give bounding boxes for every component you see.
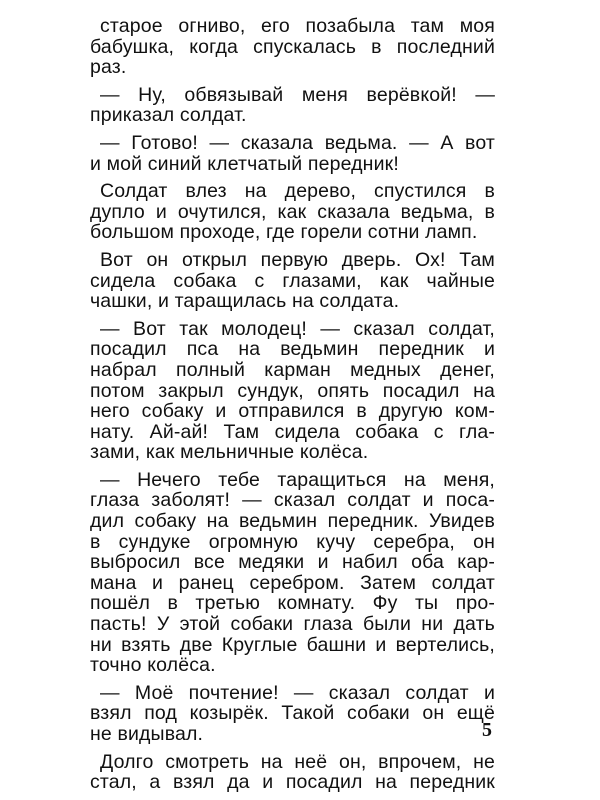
text-line: взял под козырёк. Такой собаки он ещё bbox=[90, 702, 495, 725]
paragraph bbox=[90, 683, 495, 745]
text-line: раз. bbox=[90, 56, 127, 79]
text-line: пасть! У этой собаки глаза были ни дать bbox=[90, 613, 495, 636]
text-line: дил собаку на ведьмин передник. Увидев bbox=[90, 510, 495, 533]
text-line: — Нечего тебе таращиться на меня, bbox=[100, 468, 495, 491]
text-line: точно колёса. bbox=[90, 654, 216, 677]
text-line: нату. Ай-ай! Там сидела собака с гла- bbox=[90, 420, 495, 443]
text-line: и мой синий клетчатый передник! bbox=[90, 152, 399, 175]
text-line: него собаку и отправился в другую ком- bbox=[90, 400, 495, 423]
text-line: чашки, и таращилась на солдата. bbox=[90, 290, 400, 313]
text-line: в сундуке огромную кучу серебра, он bbox=[90, 530, 495, 553]
text-line: не видывал. bbox=[90, 723, 204, 745]
paragraph bbox=[90, 250, 495, 312]
paragraph bbox=[90, 181, 495, 243]
paragraph bbox=[90, 16, 495, 78]
text-body bbox=[90, 16, 495, 793]
text-line: Вот он открыл первую дверь. Ох! Там bbox=[100, 248, 495, 271]
text-line: бабушка, когда спускалась в последний bbox=[90, 35, 495, 58]
page-text bbox=[90, 16, 495, 800]
page-number: 5 bbox=[482, 719, 492, 741]
text-line: — Готово! — сказала ведьма. — А вот bbox=[100, 131, 495, 154]
paragraph bbox=[90, 470, 495, 676]
text-line: мана и ранец серебром. Затем солдат bbox=[90, 571, 495, 594]
paragraph bbox=[90, 752, 495, 793]
text-line: дупло и очутился, как сказала ведьма, в bbox=[90, 200, 495, 223]
paragraph bbox=[90, 319, 495, 463]
text-line: Солдат влез на дерево, спустился в bbox=[100, 180, 495, 203]
text-line: пошёл в третью комнату. Фу ты про- bbox=[90, 592, 495, 615]
text-line: Долго смотреть на неё он, впрочем, не bbox=[100, 750, 495, 773]
text-line: — Моё почтение! — сказал солдат и bbox=[100, 681, 495, 704]
paragraph bbox=[90, 85, 495, 126]
text-line: стал, а взял да и посадил на передник bbox=[90, 771, 495, 794]
text-line: большом проходе, где горели сотни ламп. bbox=[90, 221, 478, 244]
paragraph bbox=[90, 133, 495, 174]
text-line: зами, как мельничные колёса. bbox=[90, 441, 369, 464]
text-line: выбросил все медяки и набил оба кар- bbox=[90, 551, 495, 574]
text-line: — Ну, обвязывай меня верёвкой! — bbox=[100, 83, 495, 106]
text-line: набрал полный карман медных денег, bbox=[90, 358, 495, 381]
text-line: ни взять две Круглые башни и вертелись, bbox=[90, 633, 495, 656]
text-line: приказал солдат. bbox=[90, 104, 247, 127]
text-line: старое огниво, его позабыла там моя bbox=[100, 15, 495, 37]
text-line: сидела собака с глазами, как чайные bbox=[90, 269, 495, 292]
text-line: потом закрыл сундук, опять посадил на bbox=[90, 379, 495, 402]
text-line: глаза заболят! — сказал солдат и поса- bbox=[90, 489, 495, 512]
text-line: — Вот так молодец! — сказал солдат, bbox=[100, 317, 495, 340]
text-line: посадил пса на ведьмин передник и bbox=[90, 338, 495, 361]
